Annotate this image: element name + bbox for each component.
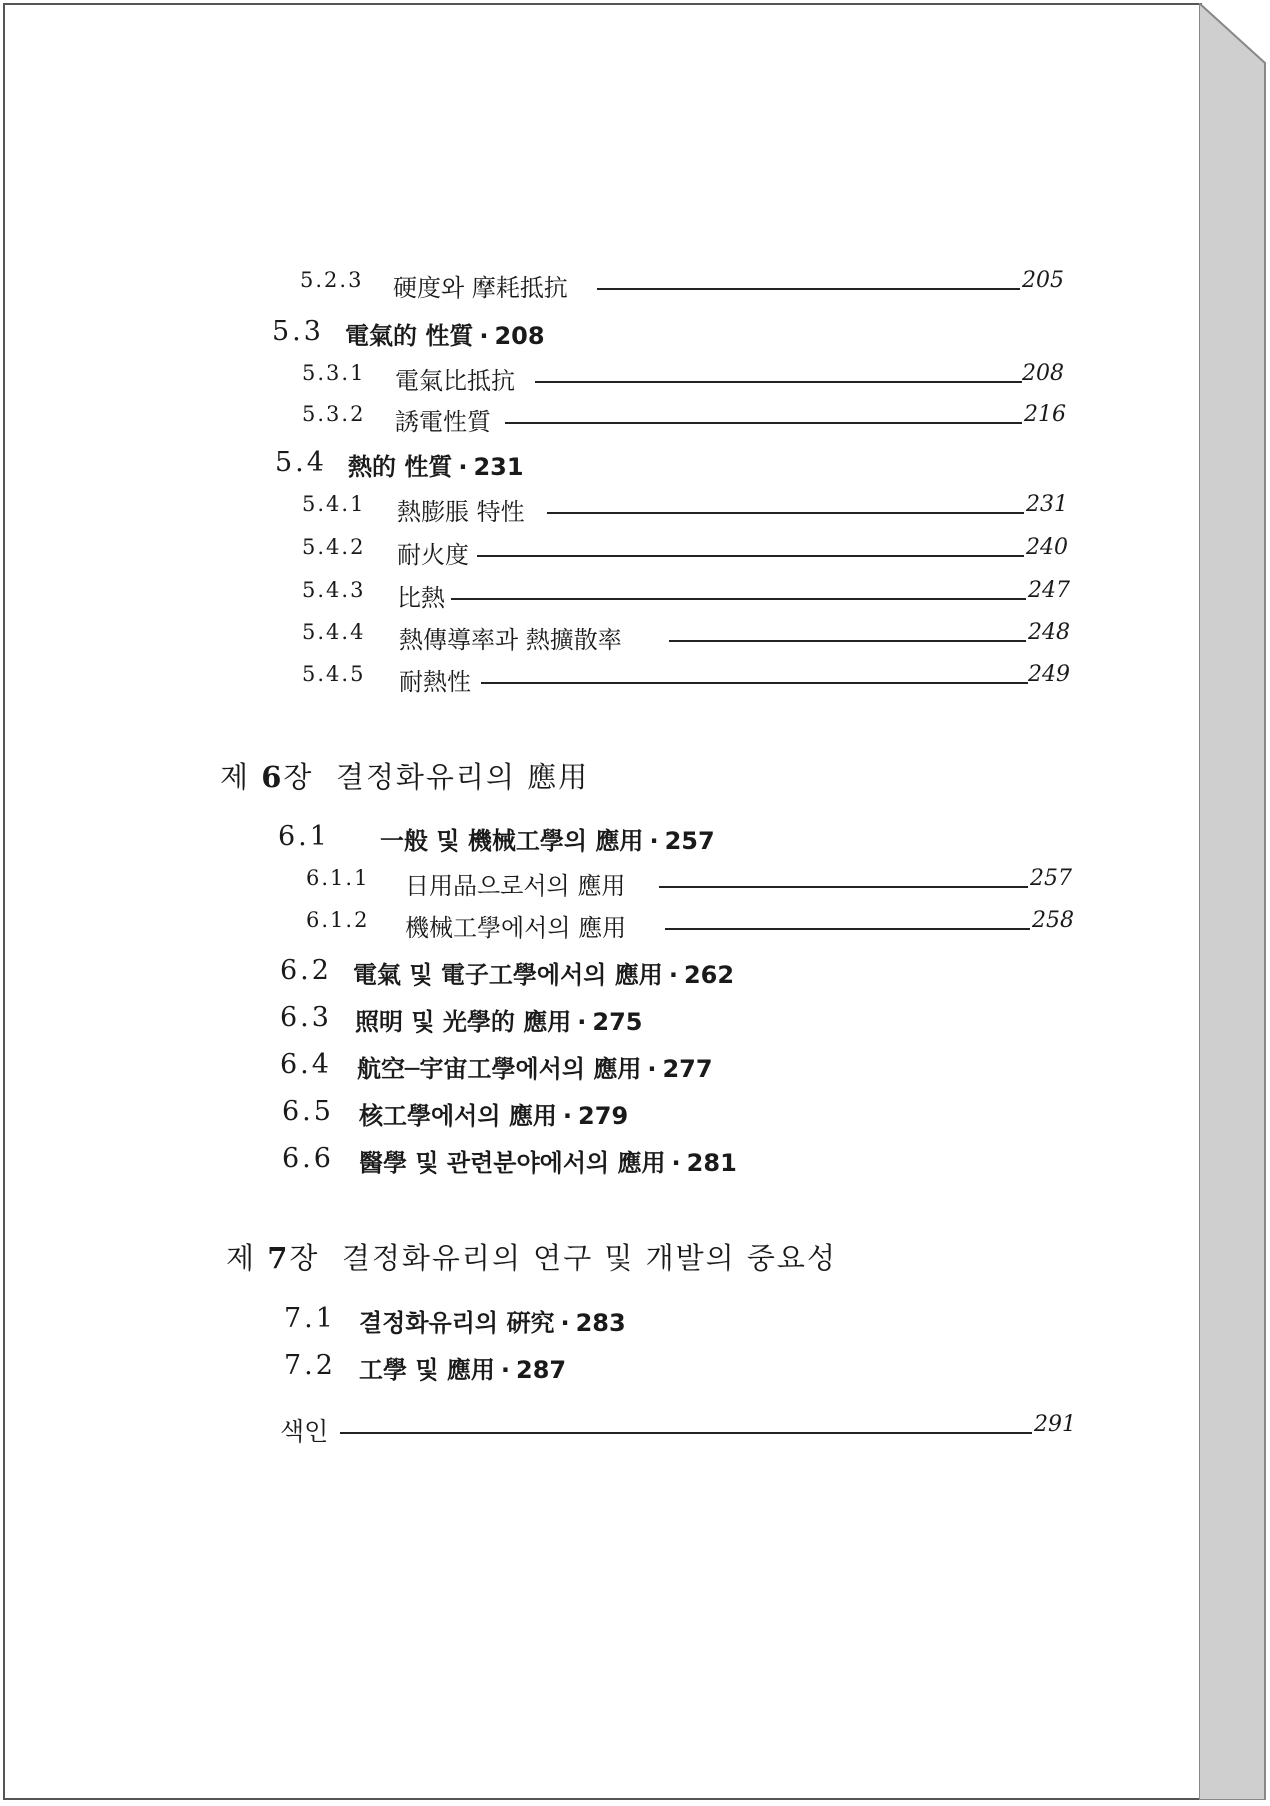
- page-number: 283: [575, 1309, 626, 1337]
- entry-number: 6.1.2: [306, 908, 370, 932]
- separator-dot: ·: [647, 1055, 657, 1083]
- section-heading: [345, 316, 545, 351]
- chapter-suffix: 장: [283, 760, 314, 794]
- page-number: 216: [1024, 402, 1066, 427]
- page-number: 257: [664, 827, 715, 855]
- entry-title: 電氣比抵抗: [395, 367, 515, 395]
- section-number: 7.2: [284, 1350, 336, 1381]
- chapter-number: 6: [261, 760, 284, 794]
- toc-entry-5-4-4[interactable]: [0, 620, 1270, 654]
- toc-entry-5-3-2[interactable]: [0, 402, 1270, 436]
- section-heading: [359, 1303, 626, 1338]
- entry-number: 5.2.3: [300, 268, 364, 292]
- section-title: 電氣 및 電子工學에서의 應用: [353, 961, 663, 989]
- separator-dot: ·: [577, 1008, 587, 1036]
- toc-section-7-2[interactable]: [0, 1350, 1270, 1384]
- entry-title: 比熱: [397, 584, 445, 612]
- toc-section-6-1[interactable]: [0, 821, 1270, 855]
- section-title: 工學 및 應用: [359, 1356, 495, 1384]
- page-number: 275: [592, 1008, 643, 1036]
- separator-dot: ·: [458, 453, 468, 481]
- page-number: 208: [1022, 361, 1064, 386]
- page-number: 231: [1026, 492, 1068, 517]
- entry-number: 5.4.5: [302, 662, 366, 686]
- entry-title: 熱傳導率과 熱擴散率: [399, 626, 622, 654]
- toc-section-5-4[interactable]: [0, 447, 1270, 481]
- entry-title: 日用品으로서의 應用: [405, 872, 626, 900]
- dot-leader: [481, 682, 1028, 684]
- chapter-number: 7: [267, 1241, 290, 1275]
- section-heading: [359, 1096, 628, 1131]
- section-heading: [355, 1002, 642, 1037]
- entry-title: 誘電性質: [395, 408, 491, 436]
- section-title: 一般 및 機械工學의 應用: [380, 827, 644, 855]
- toc-entry-6-1-1[interactable]: [0, 866, 1270, 900]
- section-heading: [359, 1143, 737, 1178]
- separator-dot: ·: [560, 1309, 570, 1337]
- entry-title: 耐火度: [397, 541, 469, 569]
- dot-leader: [665, 928, 1030, 930]
- section-number: 6.5: [282, 1096, 334, 1127]
- entry-title: 耐熱性: [399, 668, 471, 696]
- section-heading: [353, 955, 734, 990]
- toc-chapter-6[interactable]: [0, 755, 1270, 795]
- chapter-title: 결정화유리의 應用: [335, 760, 590, 794]
- chapter-prefix: 제: [226, 1241, 257, 1275]
- page-number: 240: [1026, 535, 1068, 560]
- dot-leader: [535, 381, 1022, 383]
- toc-index[interactable]: [0, 1412, 1270, 1446]
- page-number: 257: [1030, 866, 1072, 891]
- section-heading: [359, 1350, 566, 1385]
- chapter-title: 결정화유리의 연구 및 개발의 중요성: [341, 1241, 837, 1275]
- separator-dot: ·: [668, 961, 678, 989]
- entry-number: 5.4.1: [302, 492, 366, 516]
- section-number: 5.3: [272, 316, 324, 347]
- entry-number: 5.3.1: [302, 361, 366, 385]
- section-title: 照明 및 光學的 應用: [355, 1008, 572, 1036]
- section-number: 6.2: [280, 955, 332, 986]
- page-number: 262: [683, 961, 735, 989]
- entry-number: 5.4.4: [302, 620, 366, 644]
- section-title: 熱的 性質: [348, 453, 453, 481]
- toc-section-6-4[interactable]: [0, 1049, 1270, 1083]
- section-number: 6.4: [280, 1049, 332, 1080]
- toc-chapter-7[interactable]: [0, 1236, 1270, 1276]
- page-number: 249: [1028, 662, 1070, 687]
- toc-section-6-3[interactable]: [0, 1002, 1270, 1036]
- section-heading: [357, 1049, 713, 1084]
- dot-leader: [451, 598, 1026, 600]
- entry-number: 5.4.3: [302, 578, 366, 602]
- entry-title: 熱膨脹 特性: [397, 498, 525, 526]
- page-number: 258: [1032, 908, 1074, 933]
- section-title: 醫學 및 관련분야에서의 應用: [359, 1149, 666, 1177]
- dot-leader: [505, 422, 1022, 424]
- dot-leader: [547, 512, 1024, 514]
- page-number: 248: [1028, 620, 1070, 645]
- dot-leader: [669, 640, 1026, 642]
- section-title: 결정화유리의 硏究: [359, 1309, 555, 1337]
- entry-number: 6.1.1: [306, 866, 370, 890]
- section-title: 電氣的 性質: [345, 322, 474, 350]
- chapter-prefix: 제: [220, 760, 251, 794]
- entry-title: 機械工學에서의 應用: [405, 914, 627, 942]
- page-number: 279: [578, 1102, 629, 1130]
- toc-section-6-5[interactable]: [0, 1096, 1270, 1130]
- page-number: 287: [516, 1356, 567, 1384]
- index-title: 색인: [280, 1417, 329, 1446]
- section-title: 航空─宇宙工學에서의 應用: [357, 1055, 642, 1083]
- toc-entry-5-3-1[interactable]: [0, 361, 1270, 395]
- dot-leader: [597, 288, 1020, 290]
- toc-section-6-2[interactable]: [0, 955, 1270, 989]
- dot-leader: [340, 1432, 1032, 1434]
- separator-dot: ·: [479, 322, 489, 350]
- dot-leader: [659, 886, 1028, 888]
- toc-entry-6-1-2[interactable]: [0, 908, 1270, 942]
- page-number: 247: [1028, 578, 1070, 603]
- page-number: 231: [473, 453, 524, 481]
- separator-dot: ·: [500, 1356, 511, 1384]
- section-title: 核工學에서의 應用: [359, 1102, 557, 1130]
- entry-number: 5.3.2: [302, 402, 366, 426]
- section-number: 5.4: [275, 447, 327, 478]
- toc-section-5-3[interactable]: [0, 316, 1270, 350]
- dot-leader: [477, 555, 1024, 557]
- toc-section-6-6[interactable]: [0, 1143, 1270, 1177]
- chapter-heading: [226, 1236, 837, 1277]
- toc-section-7-1[interactable]: [0, 1303, 1270, 1337]
- separator-dot: ·: [671, 1149, 681, 1177]
- chapter-suffix: 장: [289, 1241, 320, 1275]
- page-number: 291: [1034, 1412, 1076, 1437]
- section-heading: [380, 821, 715, 856]
- section-number: 6.1: [278, 821, 330, 852]
- toc-entry-5-4-5[interactable]: [0, 662, 1270, 696]
- chapter-heading: [220, 755, 589, 796]
- toc-entry-5-4-2[interactable]: [0, 535, 1270, 569]
- toc-entry-5-4-3[interactable]: [0, 578, 1270, 612]
- toc-entry-5-4-1[interactable]: [0, 492, 1270, 526]
- page-number: 205: [1022, 268, 1064, 293]
- section-number: 6.6: [282, 1143, 334, 1174]
- page-number: 277: [662, 1055, 713, 1083]
- separator-dot: ·: [562, 1102, 573, 1130]
- section-number: 6.3: [280, 1002, 332, 1033]
- page-number: 281: [686, 1149, 737, 1177]
- separator-dot: ·: [649, 827, 659, 855]
- section-number: 7.1: [284, 1303, 336, 1334]
- page-number: 208: [494, 322, 545, 350]
- entry-title: 硬度와 摩耗抵抗: [393, 274, 568, 302]
- toc-entry-5-2-3[interactable]: [0, 268, 1270, 302]
- section-heading: [348, 447, 524, 482]
- entry-number: 5.4.2: [302, 535, 366, 559]
